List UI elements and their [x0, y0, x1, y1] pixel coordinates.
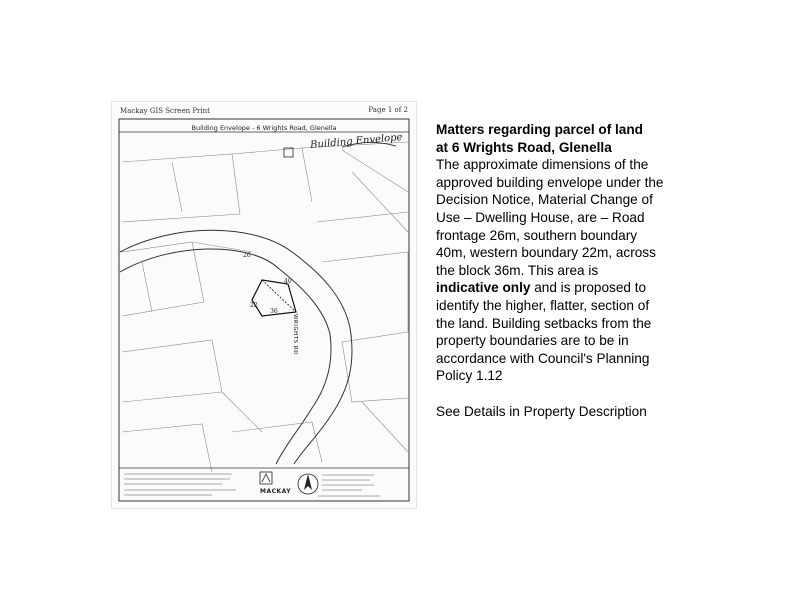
heading-line-1: Matters regarding parcel of land — [436, 122, 643, 137]
description-heading — [436, 121, 664, 156]
north-arrow-icon — [298, 474, 318, 494]
body-part-1: The approximate dimensions of the approved building envelope under the Decision Notice, Material Change of Use – Dwelling House, are – Road frontage 26m, southern boundary 40m, western boundary 22m, across the block 36m. This area is — [436, 157, 664, 278]
map-drawing — [112, 102, 416, 508]
council-logo-text: MACKAY — [260, 488, 292, 495]
handwritten-building-envelope-label: Building Envelope — [309, 131, 403, 152]
parcel-lines — [122, 142, 408, 472]
road-name-label: WRIGHTS RD — [292, 314, 298, 355]
indicative-only-emphasis: indicative only — [436, 280, 531, 296]
scanned-map-image — [112, 102, 416, 508]
dimension-label-a: 26 — [243, 252, 251, 259]
scan-header-left: Mackay GIS Screen Print — [120, 107, 210, 115]
map-frame — [119, 119, 409, 501]
body-part-2: and is proposed to identify the higher, flatter, section of the land. Building setbacks from the property boundaries are to be in accordance with Council's Planning Policy 1.12 — [436, 280, 652, 384]
paragraph-spacer — [436, 385, 664, 403]
dimension-label-b: 40 — [284, 278, 292, 285]
dimension-label-d: 36 — [270, 308, 278, 315]
description-body — [436, 156, 664, 385]
footer-small-text — [124, 474, 380, 496]
heading-line-2: at 6 Wrights Road, Glenella — [436, 139, 612, 155]
map-title: Building Envelope - 6 Wrights Road, Glenella — [191, 124, 337, 132]
dimension-label-c: 22 — [250, 302, 258, 309]
scan-page-number: Page 1 of 2 — [368, 106, 408, 114]
council-logo-icon — [260, 472, 272, 484]
see-details-text: See Details in Property Description — [436, 403, 647, 419]
parcel-description — [436, 121, 664, 420]
